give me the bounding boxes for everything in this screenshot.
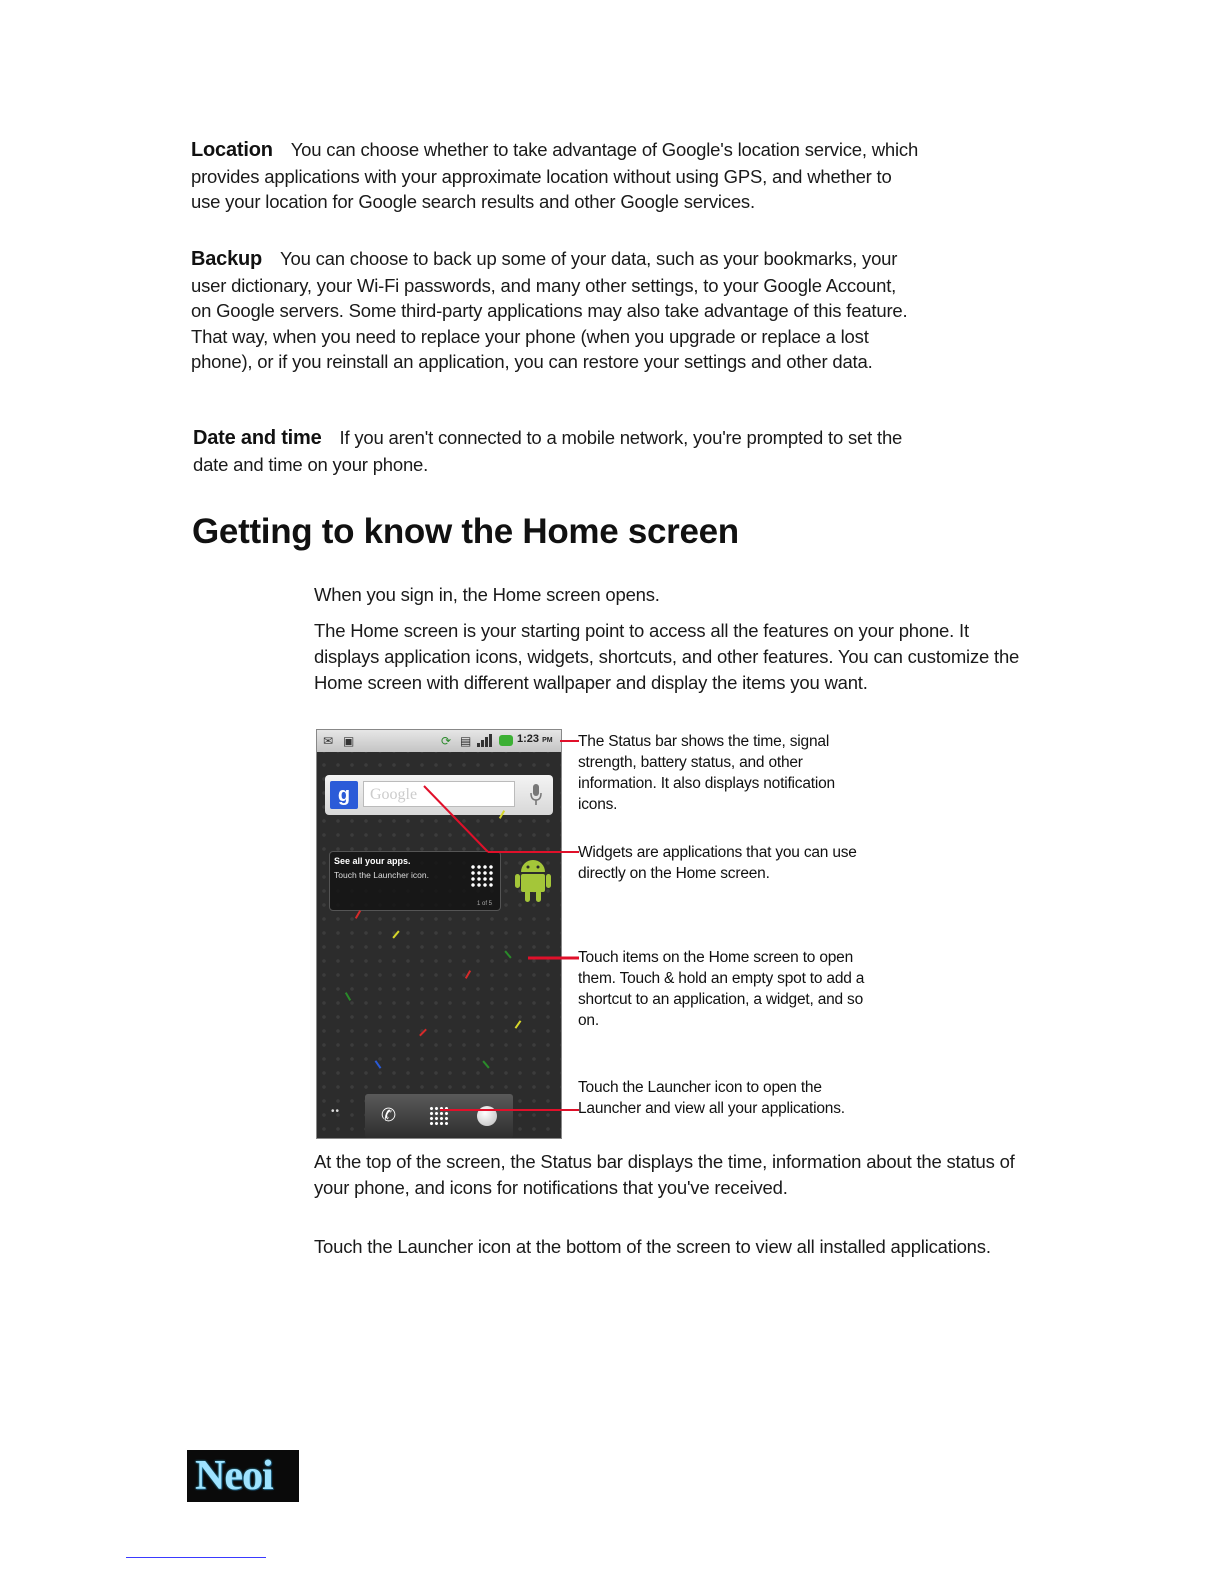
- widget-subtitle: Touch the Launcher icon.: [334, 870, 429, 880]
- datetime-term: Date and time: [193, 427, 322, 449]
- search-field[interactable]: Google: [363, 781, 515, 807]
- status-time: 1:23 PM: [517, 733, 553, 745]
- after-paragraph-1: At the top of the screen, the Status bar displays the time, information about the status of your phone, and icons for notifications that you've received.: [314, 1151, 1015, 1198]
- intro-paragraph-1: When you sign in, the Home screen opens.: [314, 584, 660, 605]
- after-paragraph-2: Touch the Launcher icon at the bottom of the screen to view all installed applications.: [314, 1236, 991, 1257]
- backup-term: Backup: [191, 248, 263, 270]
- datetime-text: If you aren't connected to a mobile network, you're prompted to set the date and time on your phone.: [193, 427, 903, 475]
- widget-page-indicator: 1 of 5: [476, 901, 492, 907]
- intro-paragraph-2: The Home screen is your starting point to access all the features on your phone. It displays application icons, widgets, shortcuts, and other features. You can customize the Home screen with different wallpaper and display the items you want.: [314, 620, 1020, 693]
- section-heading: Getting to know the Home screen: [192, 512, 739, 551]
- annotation-launcher: Touch the Launcher icon to open the Launcher and view all your applications.: [578, 1079, 845, 1117]
- notification-icon: ▣: [343, 734, 355, 748]
- phone-icon[interactable]: ✆: [381, 1105, 397, 1125]
- gmail-icon: ✉: [323, 734, 334, 748]
- location-term: Location: [191, 139, 273, 161]
- page-indicator: ••: [331, 1106, 341, 1117]
- annotation-widgets: Widgets are applications that you can use directly on the Home screen.: [578, 844, 857, 882]
- sync-icon: ⟳: [441, 734, 452, 748]
- neoi-logo: [187, 1450, 299, 1502]
- annotation-touch-items: Touch items on the Home screen to open them. Touch & hold an empty spot to add a shortcut to an application, a widget, and so on.: [578, 949, 865, 1029]
- location-text: You can choose whether to take advantage of Google's location service, which provides applications with your approximate location without using GPS, and whether to use your location for Google search results and other Google services.: [191, 139, 919, 212]
- backup-text: You can choose to back up some of your data, such as your bookmarks, your user dictionary, your Wi-Fi passwords, and many other settings, to your Google Account, on Google servers. Some third-party applications may also take advantage of this feature. That way, when you need to replace your phone (when you upgrade or replace a lost phone), or if you reinstall an application, you can restore your settings and other data.: [191, 248, 908, 372]
- widget-title: See all your apps.: [334, 856, 411, 866]
- google-button[interactable]: g: [330, 781, 358, 809]
- annotation-status-bar: The Status bar shows the time, signal strength, battery status, and other information. It also displays notification icons.: [578, 733, 835, 813]
- logo-text: Neoi: [195, 1453, 273, 1499]
- sd-card-icon: ▤: [460, 734, 472, 748]
- footer-link-underline: [126, 1557, 266, 1558]
